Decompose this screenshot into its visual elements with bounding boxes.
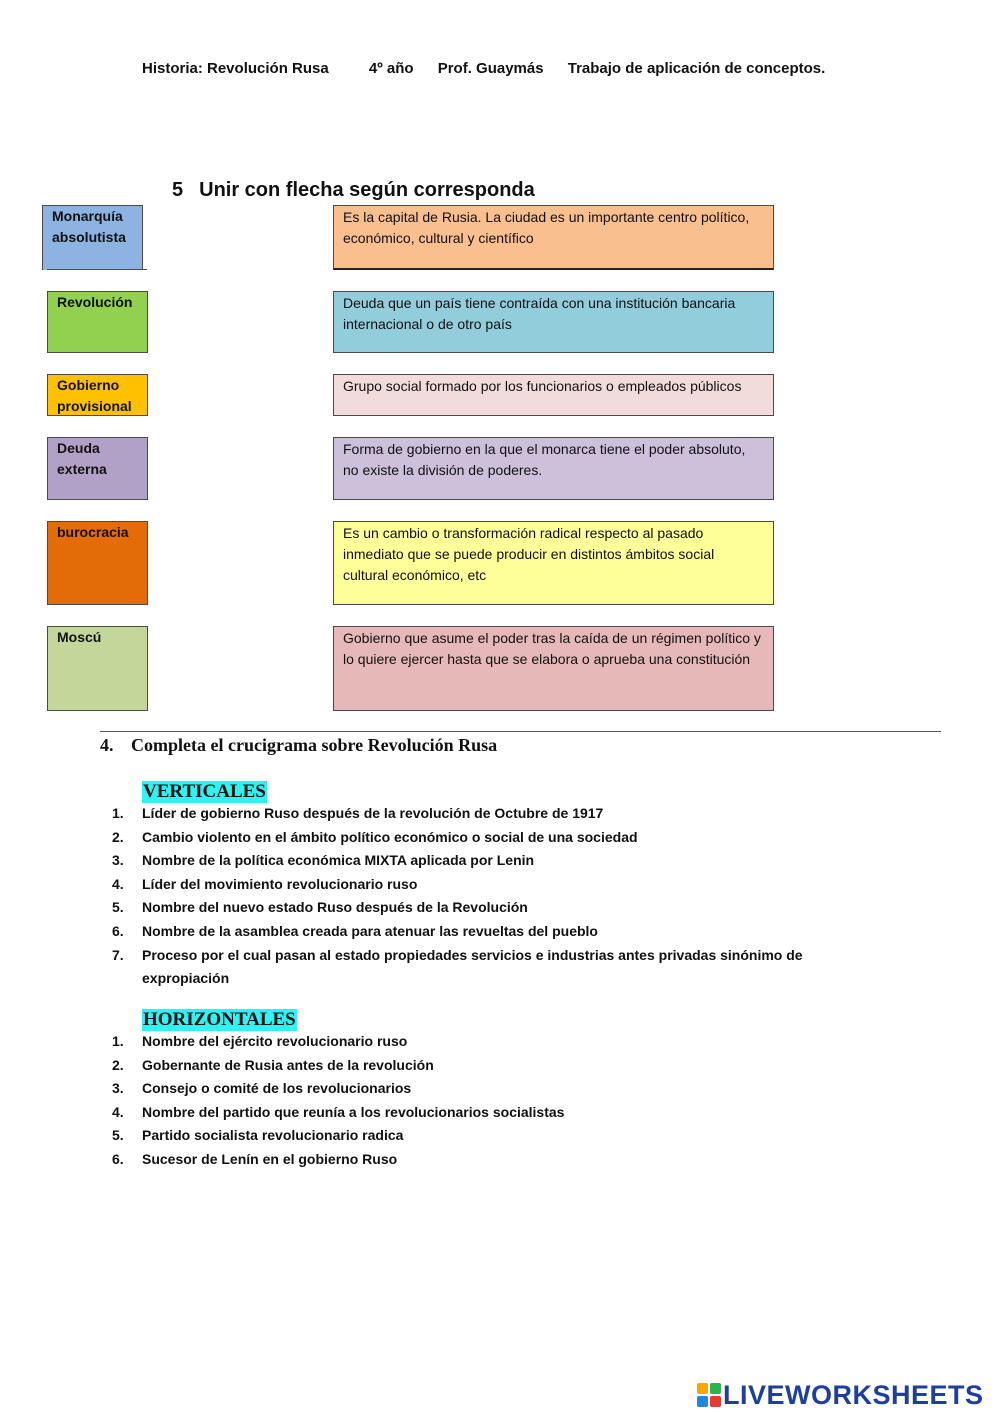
term-box-revolucion[interactable] bbox=[47, 291, 148, 353]
clue-number: 3. bbox=[112, 852, 124, 869]
liveworksheets-logo bbox=[697, 1380, 984, 1410]
header-subject: Historia: Revolución Rusa bbox=[142, 60, 329, 77]
clue-text: Partido socialista revolucionario radica bbox=[142, 1127, 404, 1144]
document-header bbox=[142, 60, 825, 77]
clue-number: 6. bbox=[112, 922, 124, 939]
section-divider bbox=[100, 731, 941, 732]
clue-number: 6. bbox=[112, 1150, 124, 1167]
clue-number: 1. bbox=[112, 1033, 124, 1049]
term-label: Moscú bbox=[57, 629, 102, 645]
term-label: Revolución bbox=[57, 294, 133, 310]
clue-number: 3. bbox=[112, 1080, 124, 1097]
list-item bbox=[112, 1077, 842, 1101]
clue-text: Nombre de la asamblea creada para atenuar las revueltas del pueblo bbox=[142, 922, 598, 939]
definition-text: Es la capital de Rusia. La ciudad es un importante centro político, económico, cultural y científico bbox=[343, 209, 750, 246]
list-item bbox=[112, 802, 842, 826]
list-item bbox=[112, 826, 842, 850]
definition-box-deuda[interactable] bbox=[333, 291, 774, 353]
clue-number: 1. bbox=[112, 805, 124, 821]
definition-text: Grupo social formado por los funcionarios o empleados públicos bbox=[343, 378, 742, 394]
logo-text: LIVEWORKSHEETS bbox=[723, 1379, 984, 1410]
header-assignment: Trabajo de aplicación de conceptos. bbox=[567, 60, 826, 77]
list-item bbox=[112, 1101, 842, 1125]
term-box-gobierno-provisional[interactable] bbox=[47, 374, 148, 416]
definition-text: Forma de gobierno en la que el monarca tiene el poder absoluto, no existe la división de poderes. bbox=[343, 441, 746, 478]
logo-mark-tile bbox=[697, 1383, 708, 1394]
header-year: 4º año bbox=[368, 60, 414, 77]
clue-number: 5. bbox=[112, 899, 124, 916]
verticales-heading: VERTICALES bbox=[143, 781, 266, 802]
exercise-4-instruction: Completa el crucigrama sobre Revolución Rusa bbox=[131, 735, 498, 755]
clue-text: Sucesor de Lenín en el gobierno Ruso bbox=[142, 1150, 398, 1167]
exercise-5-instruction: Unir con flecha según corresponda bbox=[199, 179, 535, 201]
exercise-4-title bbox=[100, 735, 497, 756]
list-item bbox=[112, 873, 842, 897]
clue-number: 4. bbox=[112, 1103, 124, 1120]
clue-number: 5. bbox=[112, 1127, 124, 1144]
clue-text: Líder del movimiento revolucionario ruso bbox=[142, 875, 418, 892]
logo-mark-tile bbox=[710, 1396, 721, 1407]
definition-box-capital[interactable] bbox=[333, 205, 774, 270]
clue-number: 2. bbox=[112, 828, 124, 845]
definition-box-monarca[interactable] bbox=[333, 437, 774, 500]
clue-text: Cambio violento en el ámbito político económico o social de una sociedad bbox=[142, 828, 638, 845]
term-label: Monarquía absolutista bbox=[52, 208, 126, 245]
list-item bbox=[112, 1124, 842, 1148]
list-item bbox=[112, 849, 842, 873]
term-box-deuda-externa[interactable] bbox=[47, 437, 148, 500]
clue-text: Consejo o comité de los revolucionarios bbox=[142, 1080, 412, 1097]
horizontales-heading: HORIZONTALES bbox=[143, 1009, 296, 1030]
clue-text: Nombre del nuevo estado Ruso después de la Revolución bbox=[142, 899, 528, 916]
header-teacher: Prof. Guaymás bbox=[437, 60, 544, 77]
term-label: Gobierno provisional bbox=[57, 377, 132, 414]
definition-box-funcionarios[interactable] bbox=[333, 374, 774, 416]
exercise-5-title bbox=[172, 179, 535, 202]
verticales-list bbox=[112, 802, 842, 991]
clue-number: 7. bbox=[112, 946, 124, 963]
clue-text: Nombre de la política económica MIXTA aplicada por Lenin bbox=[142, 852, 535, 869]
definition-box-gobierno[interactable] bbox=[333, 626, 774, 711]
logo-mark-tile bbox=[697, 1396, 708, 1407]
clue-text: Proceso por el cual pasan al estado propiedades servicios e industrias antes privadas sinónimo de expropiación bbox=[142, 946, 803, 987]
exercise-5-number: 5 bbox=[172, 179, 184, 201]
clue-number: 4. bbox=[112, 875, 124, 892]
term-box-burocracia[interactable] bbox=[47, 521, 148, 605]
list-item bbox=[112, 920, 842, 944]
clue-number: 2. bbox=[112, 1056, 124, 1073]
list-item bbox=[112, 944, 842, 991]
definition-text: Deuda que un país tiene contraída con una institución bancaria internacional o de otro país bbox=[343, 295, 736, 332]
logo-mark-icon bbox=[697, 1383, 721, 1407]
logo-mark-tile bbox=[710, 1383, 721, 1394]
definition-text: Es un cambio o transformación radical respecto al pasado inmediato que se puede producir en distintos ámbitos social cultural económico, etc bbox=[343, 525, 715, 583]
term-label: burocracia bbox=[57, 524, 129, 540]
horizontales-list bbox=[112, 1030, 842, 1172]
clue-text: Líder de gobierno Ruso después de la revolución de Octubre de 1917 bbox=[142, 805, 604, 821]
term-box-monarquia[interactable] bbox=[42, 205, 143, 270]
clue-text: Nombre del ejército revolucionario ruso bbox=[142, 1033, 408, 1049]
list-item bbox=[112, 896, 842, 920]
term-box-moscu[interactable] bbox=[47, 626, 148, 711]
clue-text: Nombre del partido que reunía a los revolucionarios socialistas bbox=[142, 1103, 565, 1120]
term-label: Deuda externa bbox=[57, 440, 107, 477]
list-item bbox=[112, 1030, 842, 1054]
definition-text: Gobierno que asume el poder tras la caída de un régimen político y lo quiere ejercer hasta que se elabora o aprueba una constitución bbox=[343, 630, 761, 667]
list-item bbox=[112, 1054, 842, 1078]
list-item bbox=[112, 1148, 842, 1172]
definition-box-cambio[interactable] bbox=[333, 521, 774, 605]
term-box-underline bbox=[47, 269, 147, 270]
exercise-4-number: 4. bbox=[100, 735, 114, 755]
clue-text: Gobernante de Rusia antes de la revolución bbox=[142, 1056, 434, 1073]
